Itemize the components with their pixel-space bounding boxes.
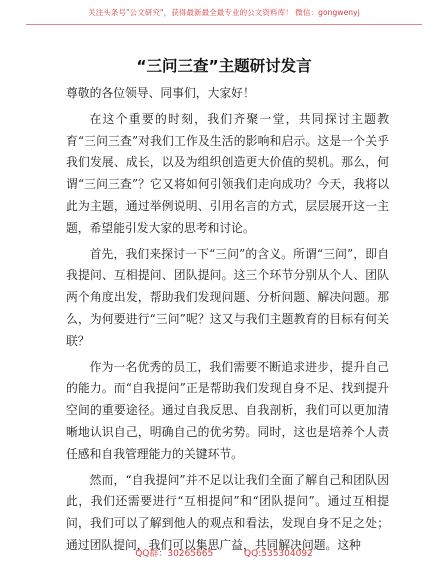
footer-qq: QQ:535304092 — [244, 549, 313, 559]
header-banner: 关注头条号"公文研究"，获得最新最全最专业的公文资料库！ 微信：gongwenyj — [88, 8, 360, 17]
footer-contacts — [0, 548, 448, 560]
paragraph-1: 在这个重要的时刻，我们齐聚一堂，共同探讨主题教育“三问三查”对我们工作及生活的影响和启示。这是一个关乎我们发展、成长，以及为组织创造更大价值的契机。那么，何谓“三问三查”？它又将如何引领我们走向成功？今天，我将以此为主题，通过举例说明、引用名言的方式，层层展开这一主题，希望能引发大家的思考和讨论。 — [66, 111, 389, 235]
document-title: “三问三查”主题研讨发言 — [136, 57, 312, 75]
paragraph-3: 作为一名优秀的员工，我们需要不断追求进步，提升自己的能力。而“自我提问”正是帮助我们发现自身不足、找到提升空间的重要途径。通过自我反思、自我剖析，我们可以更加清晰地认识自己，明确自己的优劣势。同时，这也是培养个人责任感和自我管理能力的关键环节。 — [66, 359, 389, 461]
footer-qq-group: QQ群：30265665 — [135, 549, 214, 559]
salutation: 尊敬的各位领导、同事们，大家好！ — [66, 86, 255, 100]
paragraph-4: 然而，“自我提问”并不足以让我们全面了解自己和团队因此，我们还需要进行“互相提问”和“团队提问”。通过互相提问，我们可以了解到他人的观点和看法，发现自身不足之处；通过团队提问，我们可以集思广益，共同解决问题。这种 — [66, 472, 389, 552]
paragraph-2: 首先，我们来探讨一下“三问”的含义。所谓“三问”，即自我提问、互相提问、团队提问。这三个环节分别从个人、团队两个角度出发，帮助我们发现问题、分析问题、解决问题。那么，为何要进行“三问”呢？这又与我们主题教育的目标有何关联？ — [66, 246, 389, 348]
document-body — [66, 83, 389, 557]
header-divider — [26, 24, 422, 25]
